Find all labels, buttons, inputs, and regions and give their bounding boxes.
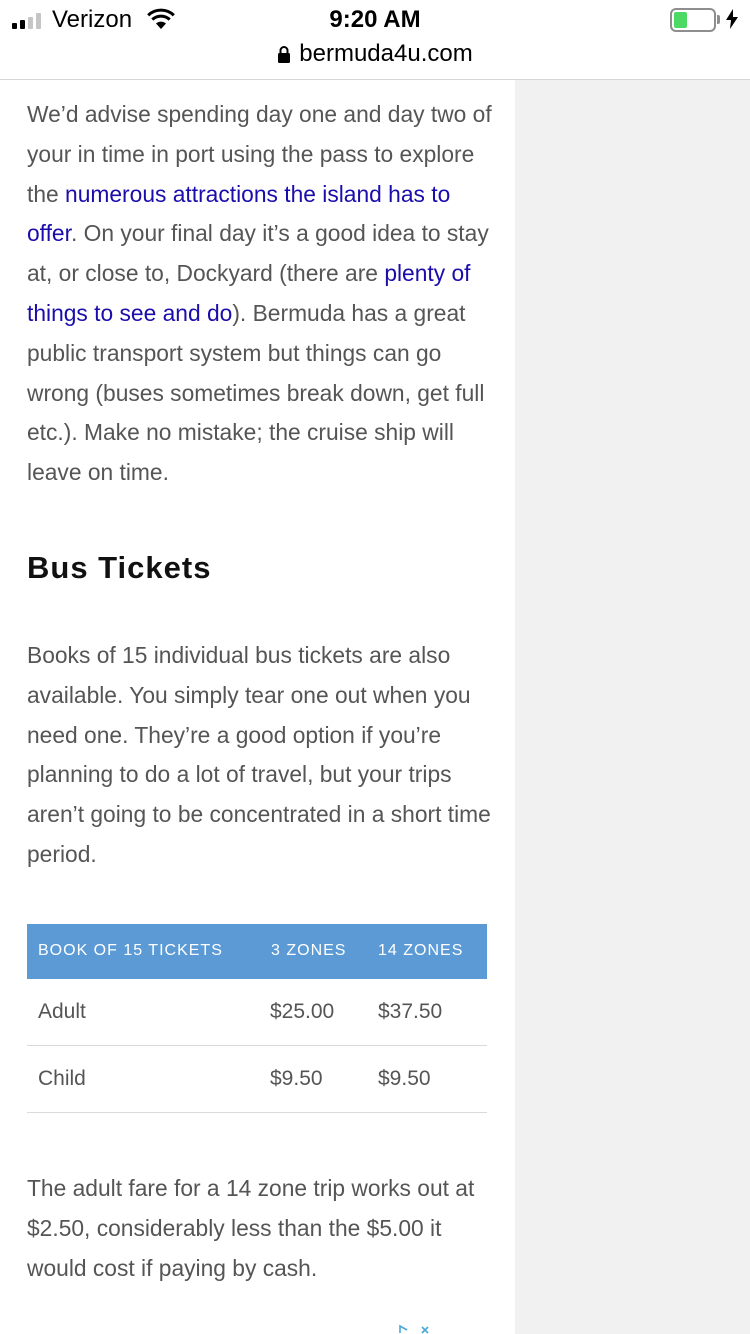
bus-tickets-paragraph: Books of 15 individual bus tickets are also available. You simply tear one out when you need one. They’re a good option if you’re planning to do a lot of travel, but your trips aren’t going to be concentrated in a short time period. <box>27 641 491 867</box>
bus-fares-table <box>27 924 487 1114</box>
column-header-3-zones: 3 ZONES <box>259 924 367 979</box>
table-row <box>27 979 487 1046</box>
fare-comparison-paragraph: The adult fare for a 14 zone trip works out at $2.50, considerably less than the $5.00 it would cost if paying by cash. <box>27 1175 475 1281</box>
article-content <box>27 95 497 1289</box>
status-bar <box>0 0 750 80</box>
page-url: bermuda4u.com <box>299 40 473 67</box>
child-3-zone-price: $9.50 <box>259 1046 367 1113</box>
carrier-name: Verizon <box>52 6 133 33</box>
adult-14-zone-price: $37.50 <box>367 979 487 1046</box>
ad-choices-icon[interactable] <box>398 1324 438 1334</box>
lock-icon <box>277 45 291 63</box>
row-label-adult: Adult <box>27 979 259 1046</box>
table-header-row <box>27 924 487 979</box>
attractions-link[interactable]: numerous attractions the island has to offer <box>27 180 451 247</box>
battery-level <box>674 12 687 28</box>
column-header-14-zones: 14 ZONES <box>367 924 487 979</box>
child-14-zone-price: $9.50 <box>367 1046 487 1113</box>
table-row <box>27 1046 487 1113</box>
battery-icon <box>670 8 716 32</box>
things-to-do-link[interactable]: plenty of things to see and do <box>27 260 471 326</box>
charging-bolt-icon <box>726 9 738 29</box>
column-header-ticket-type: BOOK OF 15 TICKETS <box>27 924 259 979</box>
clock-time: 9:20 AM <box>329 6 421 33</box>
battery-tip <box>717 15 720 24</box>
adult-3-zone-price: $25.00 <box>259 979 367 1046</box>
address-bar[interactable] <box>0 40 750 68</box>
row-label-child: Child <box>27 1046 259 1113</box>
sidebar-panel <box>515 80 750 1334</box>
intro-paragraph: We’d advise spending day one and day two of your in time in port using the pass to explore the numerous attractions the island has to offer. On your final day it’s a good idea to stay at, or close to, Dockyard (there are plenty of things to see and do). Bermuda has a great public transport system but things can go wrong (buses sometimes break down, get full etc.). Make no mistake; the cruise ship will leave on time. <box>27 101 492 486</box>
bus-tickets-heading: Bus Tickets <box>27 549 212 585</box>
